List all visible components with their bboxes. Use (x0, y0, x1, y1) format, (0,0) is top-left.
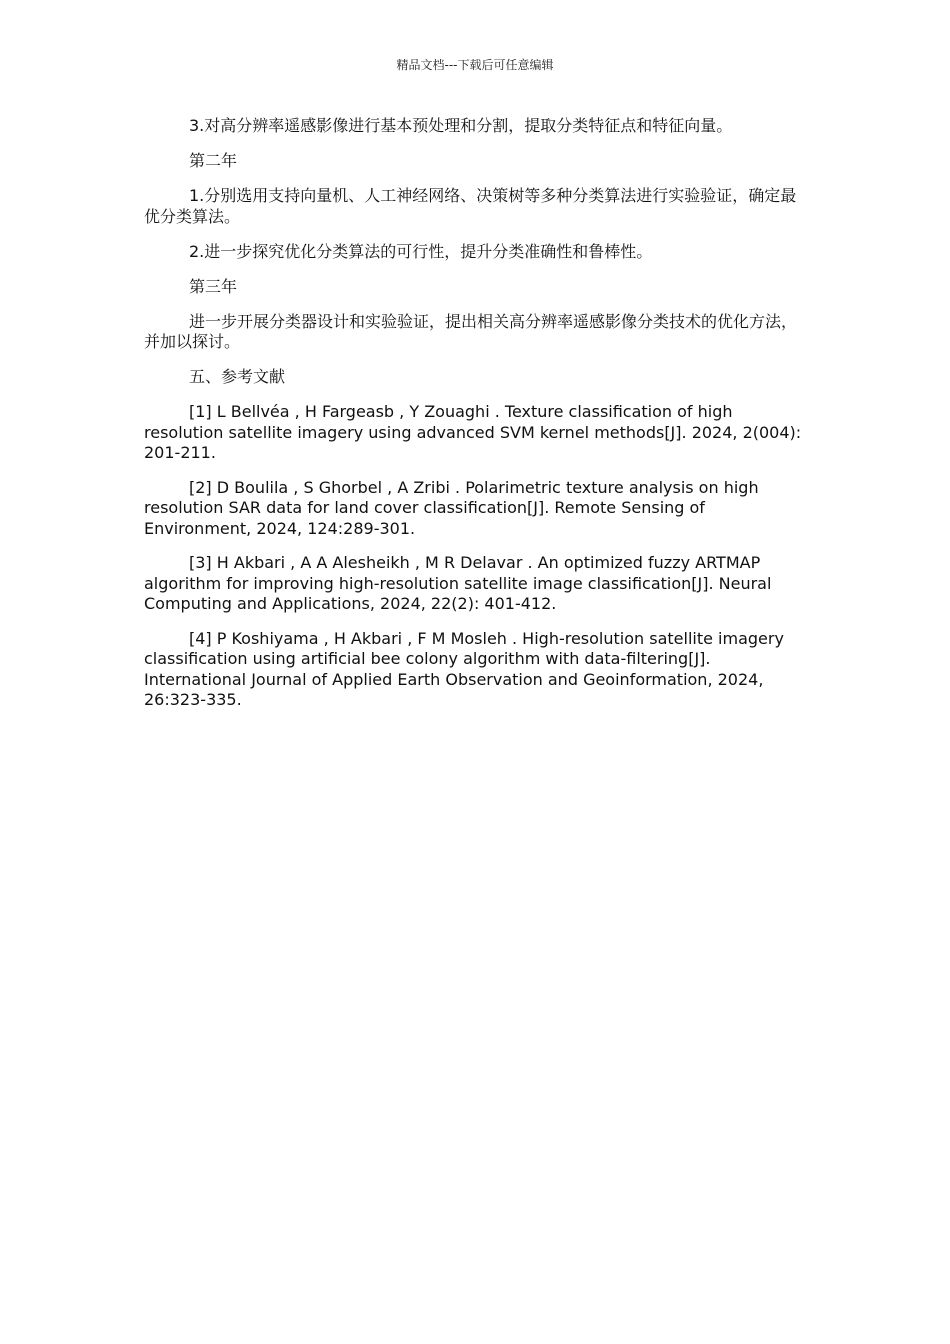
paragraph-year-two-item-2: 2.进一步探究优化分类算法的可行性，提升分类准确性和鲁棒性。 (189, 241, 653, 261)
reference-item-1: [1] L Bellvéa , H Fargeasb , Y Zouaghi . Texture classification of high resolution satellite imagery using advanced SVM kernel methods[J]. 2024, 2(004): 201-211. (144, 402, 802, 462)
heading-year-three: 第三年 (189, 276, 238, 296)
section-heading-references: 五、参考文献 (189, 367, 286, 386)
reference-item-4: [4] P Koshiyama , H Akbari , F M Mosleh . High-resolution satellite imagery classification using artificial bee colony algorithm with data-filtering[J]. International Journal of Applied Earth Observation and Geoinformation, 2024, 26:323-335. (144, 628, 784, 709)
heading-year-two: 第二年 (189, 151, 238, 170)
paragraph-step-3: 3.对高分辨率遥感影像进行基本预处理和分割，提取分类特征点和特征向量。 (189, 116, 733, 135)
page-header: 精品文档---下载后可任意编辑 (396, 58, 554, 72)
reference-item-2: [2] D Boulila , S Ghorbel , A Zribi . Polarimetric texture analysis on high resolution SAR data for land cover classification[J]. Remote Sensing of Environment, 2024, 124:289-301. (144, 477, 759, 538)
paragraph-year-two-item-1: 1.分别选用支持向量机、人工神经网络、决策树等多种分类算法进行实验验证，确定最优分类算法。 (144, 186, 797, 226)
reference-item-3: [3] H Akbari , A A Alesheikh , M R Delavar . An optimized fuzzy ARTMAP algorithm for improving high-resolution satellite image classification[J]. Neural Computing and Applications, 2024, 22(2): 401-412. (144, 553, 772, 613)
document-body (144, 116, 808, 725)
paragraph-year-three: 进一步开展分类器设计和实验验证，提出相关高分辨率遥感影像分类技术的优化方法，并加以探讨。 (144, 311, 798, 351)
